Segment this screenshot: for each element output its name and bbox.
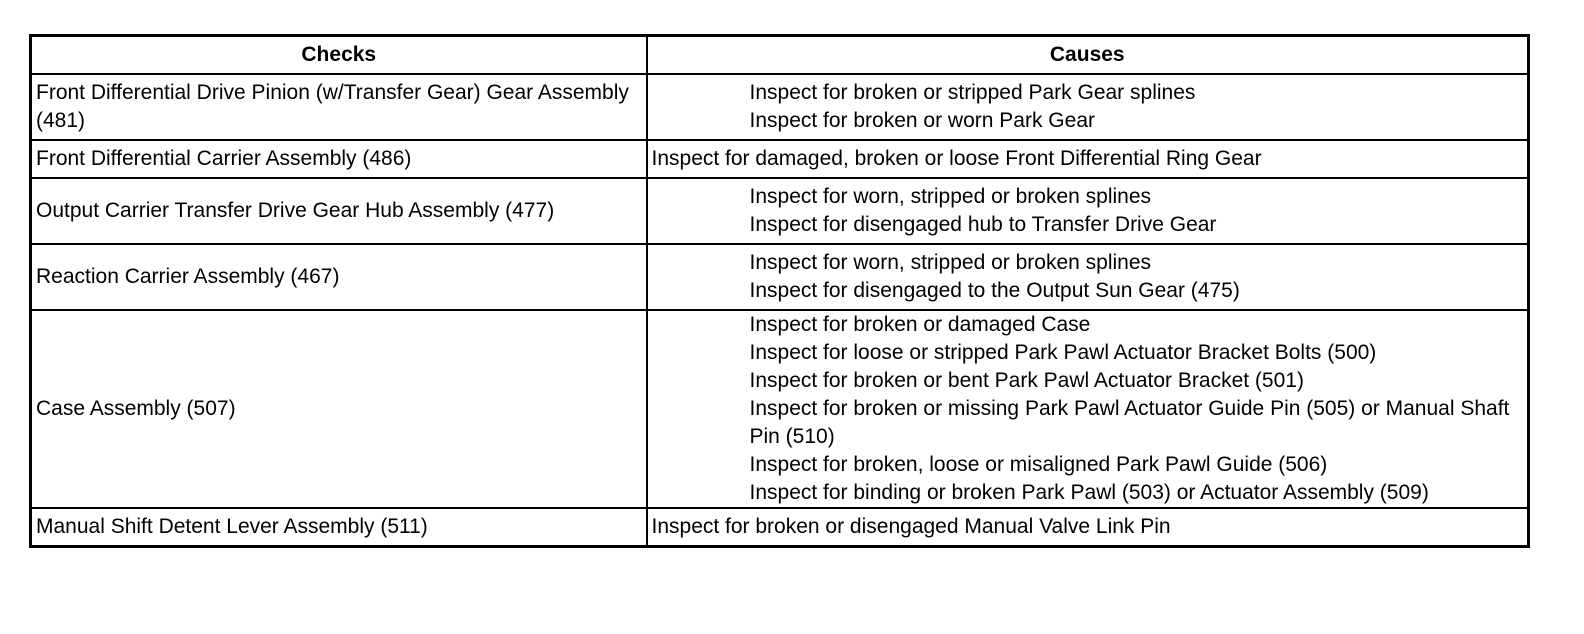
cause-line: Inspect for disengaged to the Output Sun Gear (475)	[749, 279, 1240, 302]
table-header-row	[31, 36, 1529, 75]
check-cell: Reaction Carrier Assembly (467)	[31, 244, 647, 310]
cause-line: Inspect for broken or worn Park Gear	[749, 109, 1095, 132]
causes-list	[652, 145, 1524, 173]
check-cell: Case Assembly (507)	[31, 310, 647, 508]
table-row	[31, 178, 1529, 244]
check-cell: Front Differential Carrier Assembly (486)	[31, 140, 647, 178]
causes-list	[652, 79, 1524, 135]
cause-line: Inspect for loose or stripped Park Pawl Actuator Bracket Bolts (500)	[749, 341, 1377, 364]
cause-line: Inspect for broken or stripped Park Gear splines	[749, 81, 1196, 104]
table-row	[31, 74, 1529, 140]
causes-cell	[647, 244, 1529, 310]
check-cell: Front Differential Drive Pinion (w/Transfer Gear) Gear Assembly (481)	[31, 74, 647, 140]
cause-line: Inspect for broken or disengaged Manual Valve Link Pin	[651, 515, 1171, 538]
causes-cell	[647, 310, 1529, 508]
causes-cell	[647, 508, 1529, 547]
causes-list	[652, 183, 1524, 239]
cause-line: Inspect for damaged, broken or loose Front Differential Ring Gear	[651, 147, 1262, 170]
cause-line: Inspect for broken or missing Park Pawl Actuator Guide Pin (505) or Manual Shaft Pin (510)	[749, 397, 1510, 448]
causes-list	[652, 513, 1524, 541]
checks-causes-table	[29, 34, 1530, 548]
check-cell: Output Carrier Transfer Drive Gear Hub Assembly (477)	[31, 178, 647, 244]
cause-line: Inspect for broken or bent Park Pawl Actuator Bracket (501)	[749, 369, 1304, 392]
causes-cell	[647, 178, 1529, 244]
causes-cell	[647, 140, 1529, 178]
causes-list	[652, 249, 1524, 305]
table-row	[31, 244, 1529, 310]
table-row	[31, 140, 1529, 178]
cause-line: Inspect for disengaged hub to Transfer Drive Gear	[749, 213, 1217, 236]
cause-line: Inspect for worn, stripped or broken splines	[749, 251, 1152, 274]
table-row	[31, 508, 1529, 547]
check-cell: Manual Shift Detent Lever Assembly (511)	[31, 508, 647, 547]
table-row	[31, 310, 1529, 508]
cause-line: Inspect for broken or damaged Case	[749, 313, 1091, 336]
causes-column-header: Causes	[647, 36, 1529, 75]
cause-line: Inspect for binding or broken Park Pawl (503) or Actuator Assembly (509)	[749, 481, 1429, 504]
cause-line: Inspect for broken, loose or misaligned Park Pawl Guide (506)	[749, 453, 1328, 476]
cause-line: Inspect for worn, stripped or broken splines	[749, 185, 1152, 208]
causes-cell	[647, 74, 1529, 140]
checks-column-header: Checks	[31, 36, 647, 75]
causes-list	[652, 311, 1524, 507]
